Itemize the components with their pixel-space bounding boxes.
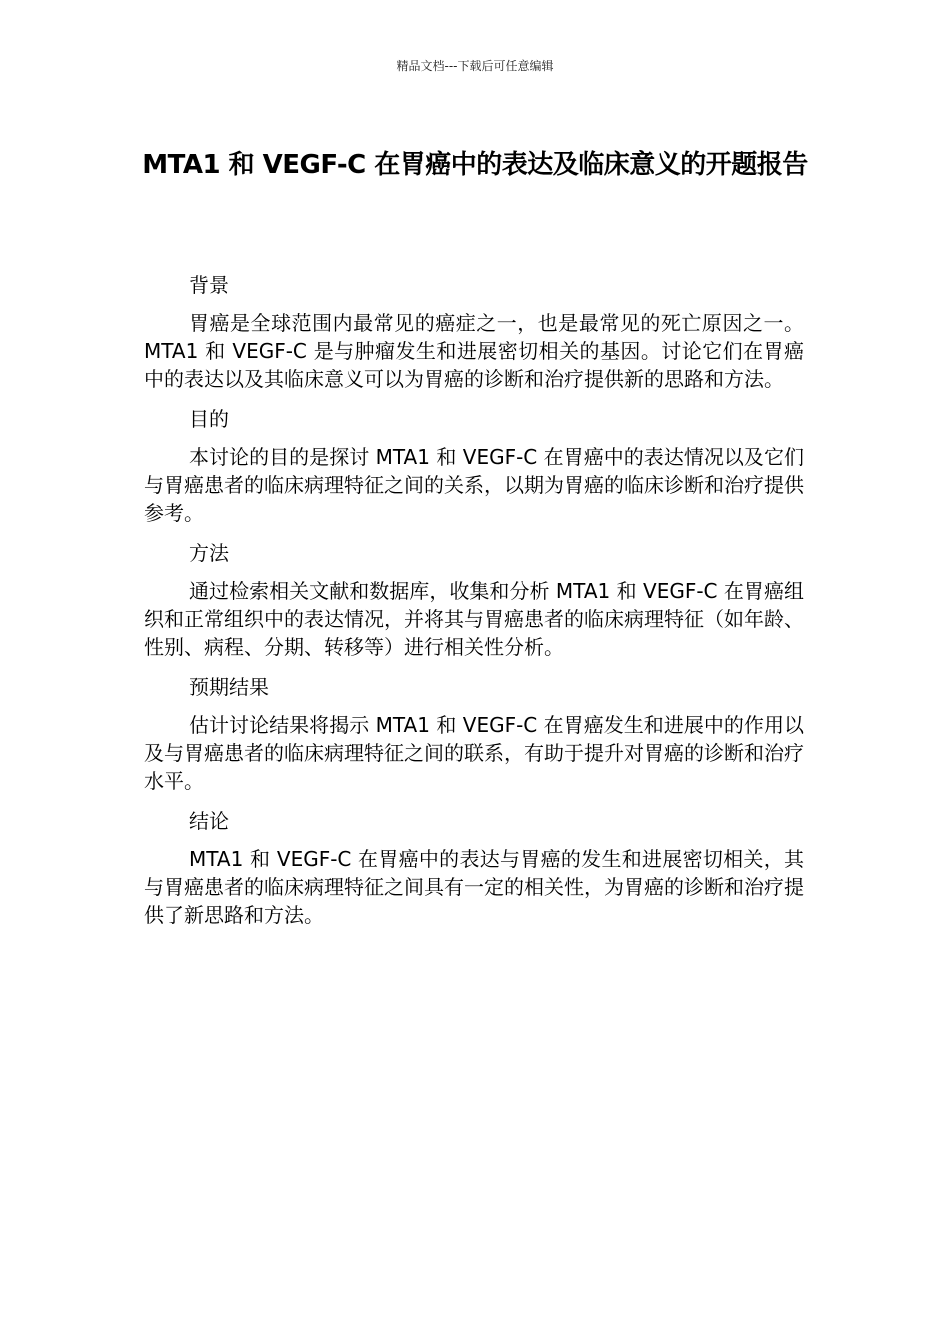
section-paragraph: 本讨论的目的是探讨 MTA1 和 VEGF-C 在胃癌中的表达情况以及它们与胃癌患者的临床病理特征之间的关系，以期为胃癌的临床诊断和治疗提供参考。: [144, 445, 804, 525]
section-heading: 目的: [189, 407, 229, 431]
section-conclusion: [144, 807, 804, 929]
document-body: [144, 271, 804, 941]
section-heading: 预期结果: [189, 675, 269, 699]
section-background: [144, 271, 804, 393]
section-methods: [144, 539, 804, 661]
header-note: 精品文档---下载后可任意编辑: [396, 59, 554, 73]
section-purpose: [144, 405, 804, 527]
section-heading: 结论: [189, 809, 229, 833]
section-expected-results: [144, 673, 804, 795]
section-heading: 背景: [189, 273, 229, 297]
section-heading: 方法: [189, 541, 229, 565]
section-paragraph: 胃癌是全球范围内最常见的癌症之一，也是最常见的死亡原因之一。MTA1 和 VEGF-C 是与肿瘤发生和进展密切相关的基因。讨论它们在胃癌中的表达以及其临床意义可以为胃癌的诊断和治疗提供新的思路和方法。: [144, 311, 804, 391]
section-paragraph: MTA1 和 VEGF-C 在胃癌中的表达与胃癌的发生和进展密切相关，其与胃癌患者的临床病理特征之间具有一定的相关性，为胃癌的诊断和治疗提供了新思路和方法。: [144, 847, 804, 927]
document-title: MTA1 和 VEGF-C 在胃癌中的表达及临床意义的开题报告: [142, 150, 808, 180]
section-paragraph: 估计讨论结果将揭示 MTA1 和 VEGF-C 在胃癌发生和进展中的作用以及与胃癌患者的临床病理特征之间的联系，有助于提升对胃癌的诊断和治疗水平。: [144, 713, 804, 793]
section-paragraph: 通过检索相关文献和数据库，收集和分析 MTA1 和 VEGF-C 在胃癌组织和正常组织中的表达情况，并将其与胃癌患者的临床病理特征（如年龄、性别、病程、分期、转移等）进行相关性分析。: [144, 579, 804, 659]
